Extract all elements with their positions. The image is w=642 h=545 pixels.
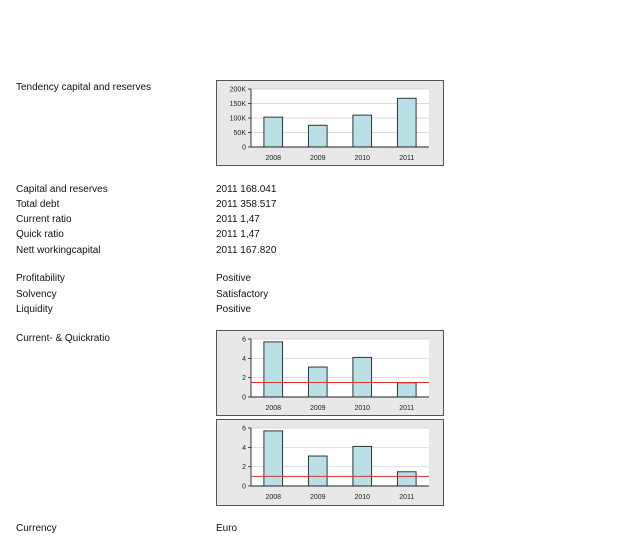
x-tick-label: 2011 — [399, 494, 415, 501]
tendency-label: Tendency capital and reserves — [16, 82, 152, 93]
currency-label: Currency — [16, 523, 57, 534]
figure-value-current-ratio: 2011 1,47 — [216, 214, 260, 225]
y-tick-label: 2 — [242, 464, 246, 472]
figure-label-debt: Total debt — [16, 199, 60, 210]
y-tick-label: 0 — [242, 483, 246, 491]
bar-2008 — [264, 342, 283, 397]
x-tick-label: 2010 — [354, 494, 371, 501]
x-tick-label: 2009 — [309, 494, 326, 501]
figure-label-workingcapital: Nett workingcapital — [16, 245, 101, 256]
x-tick-label: 2009 — [309, 155, 326, 162]
bar-2010 — [353, 357, 372, 397]
figure-label-current-ratio: Current ratio — [16, 214, 72, 225]
current-ratio-chart-svg — [217, 331, 445, 417]
assessment-label-liquidity: Liquidity — [16, 304, 53, 315]
y-tick-label: 4 — [242, 355, 246, 363]
bar-2009 — [308, 125, 327, 147]
capital-chart — [216, 80, 444, 166]
y-tick-label: 200K — [229, 86, 246, 94]
assessment-value-liquidity: Positive — [216, 304, 252, 315]
assessment-value-profitability: Positive — [216, 273, 252, 284]
capital-chart-svg — [217, 81, 445, 167]
assessment-label-solvency: Solvency — [16, 289, 57, 300]
bar-2008 — [264, 117, 283, 147]
x-tick-label: 2008 — [265, 405, 282, 412]
y-tick-label: 2 — [242, 375, 246, 383]
bar-2008 — [264, 431, 283, 486]
x-tick-label: 2011 — [399, 405, 415, 412]
y-tick-label: 0 — [242, 394, 246, 402]
y-tick-label: 0 — [242, 144, 246, 152]
bar-2010 — [353, 115, 372, 147]
y-tick-label: 4 — [242, 444, 246, 452]
ratios-label: Current- & Quickratio — [16, 333, 110, 344]
y-tick-label: 6 — [242, 336, 246, 344]
bar-2011 — [397, 98, 416, 147]
quick-ratio-chart — [216, 419, 444, 506]
bar-2009 — [308, 456, 327, 486]
current-ratio-chart — [216, 330, 444, 416]
figure-label-quick-ratio: Quick ratio — [16, 229, 64, 240]
x-tick-label: 2010 — [354, 405, 371, 412]
assessment-label-profitability: Profitability — [16, 273, 65, 284]
y-tick-label: 100K — [229, 115, 246, 123]
y-tick-label: 6 — [242, 425, 246, 433]
x-tick-label: 2009 — [309, 405, 326, 412]
assessment-value-solvency: Satisfactory — [216, 289, 269, 300]
x-tick-label: 2010 — [354, 155, 371, 162]
quick-ratio-chart-svg — [217, 420, 445, 507]
x-tick-label: 2008 — [265, 155, 282, 162]
currency-value: Euro — [216, 523, 238, 534]
figure-value-debt: 2011 358.517 — [216, 199, 277, 210]
figure-value-quick-ratio: 2011 1,47 — [216, 229, 260, 240]
figure-label-capital: Capital and reserves — [16, 184, 108, 195]
x-tick-label: 2011 — [399, 155, 415, 162]
bar-2010 — [353, 446, 372, 486]
y-tick-label: 150K — [229, 101, 246, 108]
bar-2011 — [397, 472, 416, 486]
bar-2011 — [397, 383, 416, 397]
figure-value-workingcapital: 2011 167.820 — [216, 245, 277, 256]
figure-value-capital: 2011 168.041 — [216, 184, 277, 195]
y-tick-label: 50K — [233, 130, 246, 137]
x-tick-label: 2008 — [265, 494, 282, 501]
